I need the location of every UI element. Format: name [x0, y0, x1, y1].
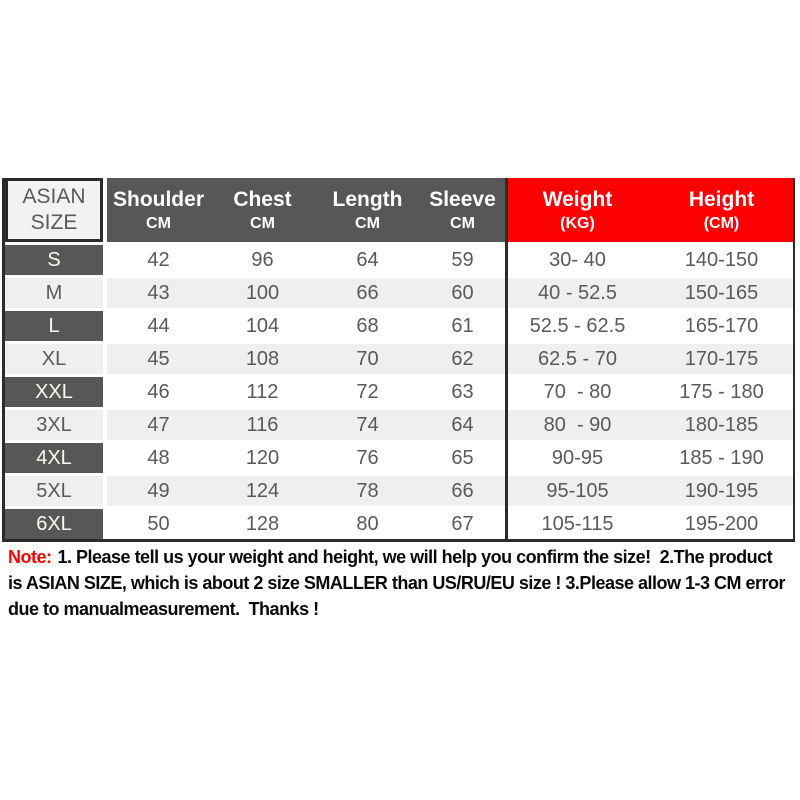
- column-header-label: Chest: [233, 187, 292, 211]
- note-line-2-text: is ASIAN SIZE, which is about 2 size SMALLER than US/RU/EU size ! 3.Please allow 1-3 CM error: [8, 573, 786, 593]
- cell-height: 185 - 190: [650, 443, 793, 473]
- size-cell-xl: XL: [5, 344, 107, 374]
- cell-weight: 80 - 90: [505, 410, 650, 440]
- cell-shoulder: 46: [107, 377, 210, 407]
- cell-sleeve: 67: [420, 509, 505, 539]
- note-line-1-text: 1. Please tell us your weight and height, we will help you confirm the size! 2.The product: [57, 547, 773, 567]
- cell-length: 64: [315, 245, 420, 275]
- cell-height: 165-170: [650, 311, 793, 341]
- cell-shoulder: 48: [107, 443, 210, 473]
- column-header-sub: CM: [146, 214, 171, 232]
- cell-sleeve: 59: [420, 245, 505, 275]
- cell-height: 180-185: [650, 410, 793, 440]
- column-header-sub: CM: [250, 214, 275, 232]
- size-cell-s: S: [5, 245, 107, 275]
- cell-length: 78: [315, 476, 420, 506]
- cell-length: 70: [315, 344, 420, 374]
- size-cell-xxl: XXL: [5, 377, 107, 407]
- cell-weight: 62.5 - 70: [505, 344, 650, 374]
- cell-shoulder: 49: [107, 476, 210, 506]
- cell-length: 66: [315, 278, 420, 308]
- cell-height: 150-165: [650, 278, 793, 308]
- cell-chest: 100: [210, 278, 315, 308]
- size-cell-6xl: 6XL: [5, 509, 107, 539]
- column-header-sub: (CM): [703, 214, 740, 232]
- cell-length: 80: [315, 509, 420, 539]
- cell-shoulder: 42: [107, 245, 210, 275]
- cell-sleeve: 66: [420, 476, 505, 506]
- cell-chest: 124: [210, 476, 315, 506]
- cell-shoulder: 50: [107, 509, 210, 539]
- column-header-label: Weight: [542, 187, 613, 211]
- cell-weight: 70 - 80: [505, 377, 650, 407]
- column-divider-line: [505, 178, 508, 539]
- cell-weight: 105-115: [505, 509, 650, 539]
- cell-height: 190-195: [650, 476, 793, 506]
- cell-shoulder: 47: [107, 410, 210, 440]
- cell-shoulder: 45: [107, 344, 210, 374]
- note-label: Note:: [8, 547, 52, 567]
- column-header-length: [315, 178, 420, 242]
- cell-chest: 116: [210, 410, 315, 440]
- corner-header-line2: SIZE: [30, 211, 78, 234]
- cell-length: 72: [315, 377, 420, 407]
- column-header-sub: CM: [355, 214, 380, 232]
- cell-sleeve: 61: [420, 311, 505, 341]
- cell-chest: 128: [210, 509, 315, 539]
- cell-height: 170-175: [650, 344, 793, 374]
- cell-weight: 52.5 - 62.5: [505, 311, 650, 341]
- note-line: [8, 544, 796, 570]
- column-header-label: Shoulder: [112, 187, 204, 211]
- column-header-chest: [210, 178, 315, 242]
- note-text: [8, 544, 796, 622]
- column-header-label: Sleeve: [429, 187, 496, 211]
- cell-weight: 40 - 52.5: [505, 278, 650, 308]
- cell-sleeve: 63: [420, 377, 505, 407]
- size-chart-table: [2, 178, 795, 542]
- cell-chest: 96: [210, 245, 315, 275]
- column-header-shoulder: [107, 178, 210, 242]
- column-header-sub: CM: [450, 214, 475, 232]
- corner-header-inner: [5, 178, 103, 242]
- size-cell-m: M: [5, 278, 107, 308]
- size-cell-4xl: 4XL: [5, 443, 107, 473]
- note-line-3-text: due to manualmeasurement. Thanks !: [8, 599, 319, 619]
- cell-sleeve: 62: [420, 344, 505, 374]
- size-cell-l: L: [5, 311, 107, 341]
- cell-sleeve: 65: [420, 443, 505, 473]
- cell-sleeve: 60: [420, 278, 505, 308]
- cell-sleeve: 64: [420, 410, 505, 440]
- cell-weight: 95-105: [505, 476, 650, 506]
- cell-chest: 120: [210, 443, 315, 473]
- column-header-label: Length: [332, 187, 403, 211]
- cell-height: 175 - 180: [650, 377, 793, 407]
- cell-shoulder: 43: [107, 278, 210, 308]
- size-cell-5xl: 5XL: [5, 476, 107, 506]
- column-header-weight: [505, 178, 650, 242]
- column-header-label: Height: [688, 187, 755, 211]
- cell-shoulder: 44: [107, 311, 210, 341]
- cell-weight: 30- 40: [505, 245, 650, 275]
- cell-height: 140-150: [650, 245, 793, 275]
- corner-header-cell: [5, 178, 107, 242]
- size-cell-3xl: 3XL: [5, 410, 107, 440]
- cell-length: 76: [315, 443, 420, 473]
- column-header-sub: (KG): [560, 214, 595, 232]
- column-header-height: [650, 178, 793, 242]
- cell-chest: 112: [210, 377, 315, 407]
- cell-length: 68: [315, 311, 420, 341]
- cell-chest: 104: [210, 311, 315, 341]
- cell-length: 74: [315, 410, 420, 440]
- corner-header-line1: ASIAN: [22, 185, 86, 208]
- cell-weight: 90-95: [505, 443, 650, 473]
- cell-height: 195-200: [650, 509, 793, 539]
- column-header-sleeve: [420, 178, 505, 242]
- cell-chest: 108: [210, 344, 315, 374]
